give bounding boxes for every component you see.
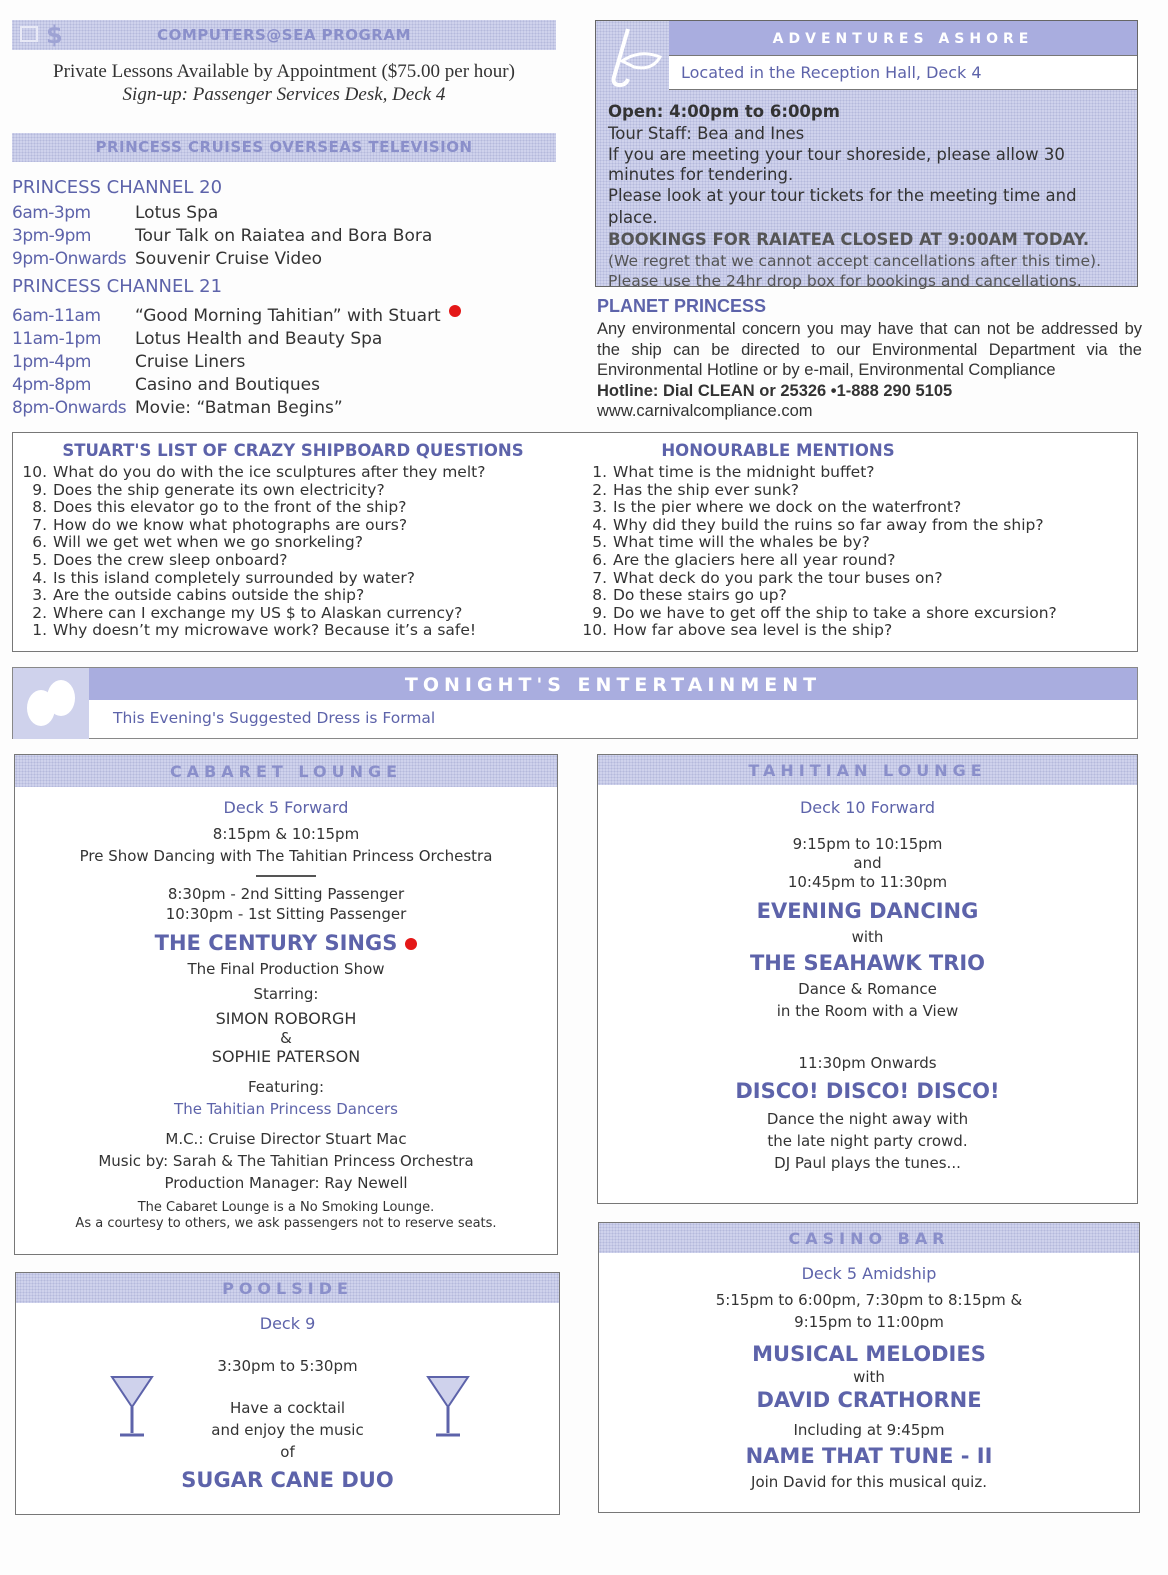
question-text: Is the pier where we dock on the waterfront?: [613, 498, 962, 517]
question-item: [573, 570, 1133, 588]
question-text: Will we get wet when we go snorkeling?: [53, 533, 363, 552]
tahitian-desc-1: Dance & Romance: [798, 980, 937, 998]
question-number: 10.: [582, 621, 607, 640]
schedule-time: 6am-11am: [12, 306, 101, 326]
cabaret-music: Music by: Sarah & The Tahitian Princess Orchestra: [98, 1152, 474, 1170]
tahitian-extra-1: Dance the night away with: [766, 1110, 969, 1128]
adventures-bookings: BOOKINGS FOR RAIATEA CLOSED AT 9:00AM TODAY.: [608, 230, 1090, 249]
schedule-time: 9pm-Onwards: [12, 249, 127, 269]
question-item: [573, 552, 1133, 570]
question-text: Why did they build the ruins so far away from the ship?: [613, 515, 1044, 534]
cabaret-mc: M.C.: Cruise Director Stuart Mac: [165, 1130, 407, 1148]
question-text: Has the ship ever sunk?: [613, 480, 799, 499]
tahitian-time-1: 9:15pm to 10:15pm: [792, 835, 943, 853]
question-item: [573, 605, 1133, 623]
cabaret-star-2: SOPHIE PATERSON: [211, 1047, 361, 1066]
adventures-box: [595, 20, 1138, 290]
poolside-line-3: of: [280, 1443, 295, 1461]
casino-act: MUSICAL MELODIES: [752, 1342, 986, 1366]
question-item: [573, 499, 1133, 517]
cabaret-featuring: Featuring:: [247, 1078, 325, 1096]
cabaret-note-2: As a courtesy to others, we ask passengers not to reserve seats.: [75, 1216, 497, 1231]
poolside-title: POOLSIDE: [16, 1273, 559, 1303]
tahitian-time-2: 10:45pm to 11:30pm: [787, 873, 948, 891]
tahitian-with: with: [851, 928, 884, 946]
tahitian-event: EVENING DANCING: [756, 899, 979, 923]
question-number: 4.: [592, 515, 607, 534]
question-text: Why doesn’t my microwave work? Because it’s a safe!: [53, 621, 477, 640]
poolside-line-1: Have a cocktail: [229, 1399, 346, 1417]
dollar-icon: $: [46, 21, 64, 49]
cabaret-times: 8:15pm & 10:15pm: [212, 825, 360, 843]
question-item: [13, 499, 573, 517]
computers-title: COMPUTERS@SEA PROGRAM: [157, 26, 411, 44]
schedule-time: 11am-1pm: [12, 329, 101, 349]
computers-line2: Sign-up: Passenger Services Desk, Deck 4: [122, 84, 446, 105]
channel-21-title: PRINCESS CHANNEL 21: [12, 276, 223, 297]
poolside-time: 3:30pm to 5:30pm: [217, 1357, 358, 1375]
schedule-show: Tour Talk on Raiatea and Bora Bora: [135, 226, 433, 246]
question-text: Does this elevator go to the front of the ship?: [53, 498, 407, 517]
question-item: [13, 587, 573, 605]
snorkel-icon: [600, 27, 666, 89]
poolside-deck: Deck 9: [259, 1314, 316, 1333]
question-number: 2.: [592, 480, 607, 499]
question-item: [573, 517, 1133, 535]
question-text: How far above sea level is the ship?: [613, 621, 893, 640]
question-number: 3.: [592, 498, 607, 517]
cabaret-sub: The Final Production Show: [187, 960, 385, 978]
tahitian-box: [597, 754, 1138, 1204]
cabaret-sitting-1: 10:30pm - 1st Sitting Passenger: [165, 905, 407, 923]
theater-masks-icon: [13, 668, 89, 739]
planet-text: Any environmental concern you may have that can not be addressed by the ship can be directed to our Environmental Department via the Environmental Hotline or by e-mail, Environmental Compliance: [597, 320, 1142, 379]
tahitian-extra-3: DJ Paul plays the tunes...: [774, 1154, 961, 1172]
poolside-line-2: and enjoy the music: [211, 1421, 364, 1439]
schedule-time: 4pm-8pm: [12, 375, 91, 395]
adventures-meeting: If you are meeting your tour shoreside, please allow 30 minutes for tendering.: [608, 145, 1065, 184]
question-item: [573, 622, 1133, 640]
adventures-dropbox: Please use the 24hr drop box for bookings and cancellations.: [608, 272, 1082, 290]
casino-artist: DAVID CRATHORNE: [756, 1388, 982, 1412]
questions-box: [12, 432, 1138, 652]
question-number: 5.: [592, 533, 607, 552]
question-number: 8.: [592, 586, 607, 605]
casino-deck: Deck 5 Amidship: [801, 1264, 937, 1283]
question-item: [573, 534, 1133, 552]
question-number: 6.: [32, 533, 47, 552]
casino-title: CASINO BAR: [599, 1223, 1139, 1253]
question-item: [13, 622, 573, 640]
question-item: [573, 482, 1133, 500]
mentions-title: HONOURABLE MENTIONS: [661, 441, 895, 460]
schedule-row: [12, 248, 572, 271]
question-number: 7.: [592, 568, 607, 587]
question-number: 9.: [32, 480, 47, 499]
question-text: What do you do with the ice sculptures after they melt?: [53, 463, 486, 481]
question-text: Are the glaciers here all year round?: [613, 550, 896, 569]
question-number: 1.: [592, 463, 607, 481]
divider: [256, 875, 316, 877]
casino-quiz: NAME THAT TUNE - II: [745, 1444, 993, 1468]
schedule-row: [12, 351, 572, 374]
computers-header: [12, 20, 556, 50]
question-number: 4.: [32, 568, 47, 587]
schedule-show: Casino and Boutiques: [135, 375, 320, 395]
question-text: Does the crew sleep onboard?: [53, 550, 288, 569]
cabaret-amp: &: [280, 1029, 292, 1047]
cabaret-title: CABARET LOUNGE: [15, 755, 557, 787]
tonight-dress: This Evening's Suggested Dress is Formal: [113, 709, 436, 727]
question-item: [13, 482, 573, 500]
question-number: 7.: [32, 515, 47, 534]
schedule-show: Cruise Liners: [135, 352, 246, 372]
casino-with: with: [853, 1368, 885, 1386]
question-item: [573, 464, 1133, 482]
adventures-tickets: Please look at your tour tickets for the meeting time and place.: [608, 186, 1077, 227]
tonight-title: TONIGHT'S ENTERTAINMENT: [89, 668, 1137, 700]
schedule-show: Lotus Spa: [135, 203, 219, 223]
question-item: [13, 534, 573, 552]
adventures-regret: (We regret that we cannot accept cancellations after this time).: [608, 252, 1102, 270]
schedule-time: 8pm-Onwards: [12, 398, 127, 418]
question-text: Is this island completely surrounded by water?: [53, 568, 415, 587]
computers-line1: Private Lessons Available by Appointment ($75.00 per hour): [53, 61, 515, 82]
tv-header: [12, 133, 556, 162]
question-item: [573, 587, 1133, 605]
tahitian-and: and: [853, 854, 882, 872]
channel-20-title: PRINCESS CHANNEL 20: [12, 177, 223, 198]
schedule-row: [12, 225, 572, 248]
cocktail-glass-icon: [108, 1373, 156, 1445]
schedule-row: [12, 305, 572, 328]
schedule-row: [12, 374, 572, 397]
question-item: [13, 570, 573, 588]
question-text: Do we have to get off the ship to take a shore excursion?: [613, 603, 1057, 622]
schedule-time: 1pm-4pm: [12, 352, 91, 372]
schedule-show: Lotus Health and Beauty Spa: [135, 329, 383, 349]
question-text: Does the ship generate its own electricity?: [53, 480, 385, 499]
question-item: [13, 605, 573, 623]
computer-icon: [20, 26, 38, 42]
question-text: What time is the midnight buffet?: [613, 463, 875, 481]
planet-title: PLANET PRINCESS: [597, 296, 767, 316]
cabaret-pm: Production Manager: Ray Newell: [164, 1174, 408, 1192]
question-number: 5.: [32, 550, 47, 569]
casino-including: Including at 9:45pm: [793, 1421, 945, 1439]
question-number: 3.: [32, 586, 47, 605]
schedule-time: 3pm-9pm: [12, 226, 91, 246]
tahitian-desc-2: in the Room with a View: [776, 1002, 959, 1020]
adventures-title: ADVENTURES ASHORE: [669, 21, 1137, 55]
tahitian-title: TAHITIAN LOUNGE: [598, 755, 1137, 785]
cabaret-dancers: The Tahitian Princess Dancers: [174, 1100, 398, 1118]
question-number: 1.: [32, 621, 47, 640]
question-text: Are the outside cabins outside the ship?: [53, 586, 365, 605]
schedule-row: [12, 328, 572, 351]
cocktail-glass-icon: [424, 1373, 472, 1445]
casino-join: Join David for this musical quiz.: [751, 1473, 987, 1491]
questions-title: STUART'S LIST OF CRAZY SHIPBOARD QUESTIONS: [62, 441, 524, 460]
tahitian-extra-2: the late night party crowd.: [767, 1132, 968, 1150]
schedule-show: Souvenir Cruise Video: [135, 249, 323, 269]
cabaret-box: [14, 754, 558, 1255]
cabaret-predance: Pre Show Dancing with The Tahitian Princess Orchestra: [79, 847, 493, 865]
cabaret-star-1: SIMON ROBORGH: [215, 1009, 357, 1028]
tahitian-time-3: 11:30pm Onwards: [798, 1054, 937, 1072]
tahitian-deck: Deck 10 Forward: [799, 798, 936, 817]
question-item: [13, 517, 573, 535]
schedule-show: Movie: “Batman Begins”: [135, 398, 343, 418]
tonight-header: [12, 667, 1138, 739]
question-number: 9.: [592, 603, 607, 622]
schedule-time: 6am-3pm: [12, 203, 91, 223]
cabaret-deck: Deck 5 Forward: [223, 798, 349, 817]
question-item: [13, 464, 573, 482]
casino-time-1: 5:15pm to 6:00pm, 7:30pm to 8:15pm &: [715, 1291, 1023, 1309]
question-text: What time will the whales be by?: [613, 533, 870, 552]
question-item: [13, 552, 573, 570]
cabaret-note-1: The Cabaret Lounge is a No Smoking Lounge.: [137, 1200, 435, 1215]
question-text: How do we know what photographs are ours?: [53, 515, 408, 534]
casino-box: [598, 1222, 1140, 1513]
question-number: 8.: [32, 498, 47, 517]
tahitian-band: THE SEAHAWK TRIO: [749, 951, 986, 975]
schedule-show: “Good Morning Tahitian” with Stuart: [135, 306, 441, 326]
question-text: Do these stairs go up?: [613, 586, 787, 605]
planet-url[interactable]: www.carnivalcompliance.com: [597, 402, 813, 420]
tv-title: PRINCESS CRUISES OVERSEAS TELEVISION: [95, 138, 473, 156]
question-number: 6.: [592, 550, 607, 569]
cabaret-sitting-2: 8:30pm - 2nd Sitting Passenger: [167, 885, 405, 903]
schedule-row: [12, 397, 572, 420]
casino-time-2: 9:15pm to 11:00pm: [794, 1313, 944, 1331]
question-text: Where can I exchange my US $ to Alaskan currency?: [53, 603, 463, 622]
adventures-staff: Tour Staff: Bea and Ines: [608, 124, 805, 143]
poolside-box: [15, 1272, 560, 1515]
tahitian-disco: DISCO! DISCO! DISCO!: [735, 1079, 1000, 1103]
adventures-location: Located in the Reception Hall, Deck 4: [669, 55, 1137, 90]
highlight-dot: [405, 938, 417, 950]
planet-hotline: Hotline: Dial CLEAN or 25326 •1-888 290 5105: [597, 381, 953, 400]
cabaret-starring: Starring:: [253, 985, 319, 1003]
highlight-dot: [449, 305, 461, 317]
cabaret-show: THE CENTURY SINGS: [154, 931, 398, 955]
question-number: 2.: [32, 603, 47, 622]
schedule-row: [12, 202, 572, 225]
question-number: 10.: [22, 463, 47, 481]
poolside-act: SUGAR CANE DUO: [181, 1468, 394, 1492]
question-text: What deck do you park the tour buses on?: [613, 568, 943, 587]
adventures-open: Open: 4:00pm to 6:00pm: [608, 102, 840, 121]
